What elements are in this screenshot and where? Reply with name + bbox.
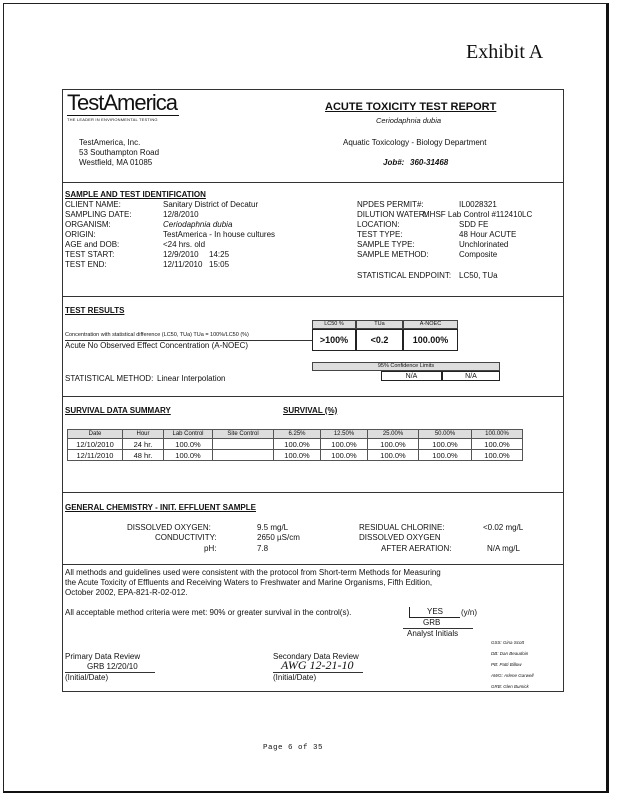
primary-review-sub: (Initial/Date) — [65, 673, 109, 682]
cell-50-00: 100.0% — [419, 439, 472, 450]
test-start-label: TEST START: — [65, 250, 115, 259]
col-lab-control: Lab Control — [164, 430, 213, 439]
test-end-label: TEST END: — [65, 260, 107, 269]
report-title: ACUTE TOXICITY TEST REPORT — [325, 101, 497, 113]
table-row — [68, 450, 523, 461]
staff-5: GRB: Glen Bumick — [491, 684, 529, 689]
table-row — [68, 439, 523, 450]
col-hour: Hour — [123, 430, 164, 439]
lab-city: Westfield, MA 01085 — [79, 158, 153, 167]
confidence-header: 95% Confidence Limits — [312, 362, 500, 371]
secondary-review-label: Secondary Data Review — [273, 652, 359, 661]
testamerica-logo: TestAmerica — [67, 90, 178, 115]
stat-method-value: Linear Interpolation — [157, 374, 226, 383]
col-site-control: Site Control — [213, 430, 274, 439]
chemistry-section-title: GENERAL CHEMISTRY - INIT. EFFLUENT SAMPLE — [65, 503, 256, 512]
chlorine-value: <0.02 mg/L — [483, 523, 524, 532]
job-label: Job#: — [383, 158, 405, 167]
lab-name: TestAmerica, Inc. — [79, 138, 141, 147]
stat-method-label: STATISTICAL METHOD: — [65, 374, 154, 383]
staff-1: GSS: Gina Scott — [491, 640, 525, 645]
age-value: <24 hrs. old — [163, 240, 206, 249]
analyst-initials-value: GRB — [423, 618, 441, 627]
test-type-value: 48 Hour ACUTE — [459, 230, 517, 239]
origin-label: ORIGIN: — [65, 230, 96, 239]
sample-method-label: SAMPLE METHOD: — [357, 250, 429, 259]
survival-section-title: SURVIVAL DATA SUMMARY — [65, 406, 171, 415]
test-end-date: 12/11/2010 — [163, 260, 203, 269]
test-start-time: 14:25 — [209, 250, 230, 259]
test-end-time: 15:05 — [209, 260, 230, 269]
do-after-label-2: AFTER AERATION: — [381, 544, 452, 553]
cell-date: 12/10/2010 — [68, 439, 123, 450]
do-label: DISSOLVED OXYGEN: — [127, 523, 211, 532]
anoec-header: A-NOEC — [403, 320, 458, 329]
department: Aquatic Toxicology - Biology Department — [343, 138, 487, 147]
analyst-initials-label: Analyst Initials — [407, 629, 459, 638]
col-100-00: 100.00% — [472, 430, 523, 439]
dilution-label: DILUTION WATER: — [357, 210, 427, 219]
logo-rule — [67, 115, 179, 116]
survival-pct-title: SURVIVAL (%) — [283, 406, 338, 415]
chlorine-label: RESIDUAL CHLORINE: — [359, 523, 445, 532]
divider-4 — [63, 492, 563, 493]
anoec-value: 100.00% — [403, 329, 458, 351]
conductivity-label: CONDUCTIVITY: — [155, 533, 217, 542]
cell-12-50: 100.0% — [321, 439, 368, 450]
age-label: AGE and DOB: — [65, 240, 120, 249]
lc50-value: >100% — [312, 329, 356, 351]
npdes-value: IL0028321 — [459, 200, 497, 209]
test-start-date: 12/9/2010 — [163, 250, 199, 259]
col-50-00: 50.00% — [419, 430, 472, 439]
primary-review-value: GRB 12/20/10 — [87, 662, 138, 671]
sampling-date-value: 12/8/2010 — [163, 210, 199, 219]
endpoint-label: STATISTICAL ENDPOINT: — [357, 271, 452, 280]
location-value: SDD FE — [459, 220, 489, 229]
organism-label: ORGANISM: — [65, 220, 111, 229]
ph-label: pH: — [204, 544, 217, 553]
npdes-label: NPDES PERMIT#: — [357, 200, 424, 209]
cell-6-25: 100.0% — [274, 439, 321, 450]
do-after-value: N/A mg/L — [487, 544, 520, 553]
staff-2: DB: Dan Beaudoin — [491, 651, 529, 656]
organism-value: Ceriodaphnia dubia — [163, 220, 233, 229]
cell-date: 12/11/2010 — [68, 450, 123, 461]
cell-lab-control: 100.0% — [164, 450, 213, 461]
cell-25-00: 100.0% — [368, 439, 419, 450]
col-12-50: 12.50% — [321, 430, 368, 439]
col-25-00: 25.00% — [368, 430, 419, 439]
secondary-review-sub: (Initial/Date) — [273, 673, 317, 682]
survival-table — [67, 429, 523, 461]
logo-tagline: THE LEADER IN ENVIRONMENTAL TESTING — [67, 117, 158, 122]
sample-type-label: SAMPLE TYPE: — [357, 240, 415, 249]
divider-5 — [63, 564, 563, 565]
survival-header-row — [68, 430, 523, 439]
divider-1 — [63, 182, 563, 183]
job-number: 360-31468 — [410, 158, 449, 167]
methods-line-1: All methods and guidelines used were consistent with the protocol from Short-term Methods for Measuring — [65, 568, 441, 577]
cell-25-00: 100.0% — [368, 450, 419, 461]
report-species: Ceriodaphnia dubia — [376, 116, 442, 125]
methods-line-3: October 2002, EPA-821-R-02-012. — [65, 588, 188, 597]
cell-site-control — [213, 450, 274, 461]
cell-lab-control: 100.0% — [164, 439, 213, 450]
results-section-title: TEST RESULTS — [65, 306, 125, 315]
endpoint-value: LC50, TUa — [459, 271, 498, 280]
origin-value: TestAmerica - In house cultures — [163, 230, 276, 239]
divider-3 — [63, 396, 563, 397]
do-after-label-1: DISSOLVED OXYGEN — [359, 533, 441, 542]
cell-12-50: 100.0% — [321, 450, 368, 461]
cell-100-00: 100.0% — [472, 450, 523, 461]
tua-header: TUa — [356, 320, 403, 329]
staff-4: AWG: Arlene Garwell — [491, 673, 534, 678]
result-row-2-label: Acute No Observed Effect Concentration (A-NOEC) — [65, 341, 249, 350]
ph-value: 7.8 — [257, 544, 269, 553]
location-label: LOCATION: — [357, 220, 400, 229]
dilution-value: MHSF Lab Control #112410LC — [423, 210, 533, 219]
staff-3: PB: Patti Billow — [491, 662, 522, 667]
secondary-signature: AWG 12-21-10 — [281, 658, 354, 672]
lc50-header: LC50 % — [312, 320, 356, 329]
result-row-1-label: Concentration with statistical difference (LC50, TUa) TUa = 100%/LC50 (%) — [65, 332, 249, 338]
sample-section-title: SAMPLE AND TEST IDENTIFICATION — [65, 190, 206, 199]
col-6-25: 6.25% — [274, 430, 321, 439]
cell-50-00: 100.0% — [419, 450, 472, 461]
col-date: Date — [68, 430, 123, 439]
sample-method-value: Composite — [459, 250, 498, 259]
page-number: Page 6 of 35 — [263, 744, 324, 752]
cell-6-25: 100.0% — [274, 450, 321, 461]
tua-value: <0.2 — [356, 329, 403, 351]
test-type-label: TEST TYPE: — [357, 230, 403, 239]
primary-review-label: Primary Data Review — [65, 652, 141, 661]
ci-lower-value: N/A — [381, 371, 442, 381]
conductivity-value: 2650 µS/cm — [257, 533, 300, 542]
client-value: Sanitary District of Decatur — [163, 200, 259, 209]
cell-hour: 48 hr. — [123, 450, 164, 461]
client-label: CLIENT NAME: — [65, 200, 121, 209]
exhibit-label: Exhibit A — [466, 41, 544, 63]
criteria-statement: All acceptable method criteria were met: 90% or greater survival in the control(s). — [65, 608, 352, 617]
divider-2 — [63, 296, 563, 297]
ci-upper-value: N/A — [442, 371, 500, 381]
criteria-answer: YES — [409, 607, 460, 618]
lab-street: 53 Southampton Road — [79, 148, 160, 157]
cell-hour: 24 hr. — [123, 439, 164, 450]
cell-site-control — [213, 439, 274, 450]
sampling-date-label: SAMPLING DATE: — [65, 210, 132, 219]
cell-100-00: 100.0% — [472, 439, 523, 450]
sample-type-value: Unchlorinated — [459, 240, 509, 249]
do-value: 9.5 mg/L — [257, 523, 289, 532]
report-form — [62, 89, 564, 692]
methods-line-2: the Acute Toxicity of Effluents and Receiving Waters to Freshwater and Marine Organisms, Fifth Edition, — [65, 578, 433, 587]
criteria-yn: (y/n) — [461, 608, 477, 617]
